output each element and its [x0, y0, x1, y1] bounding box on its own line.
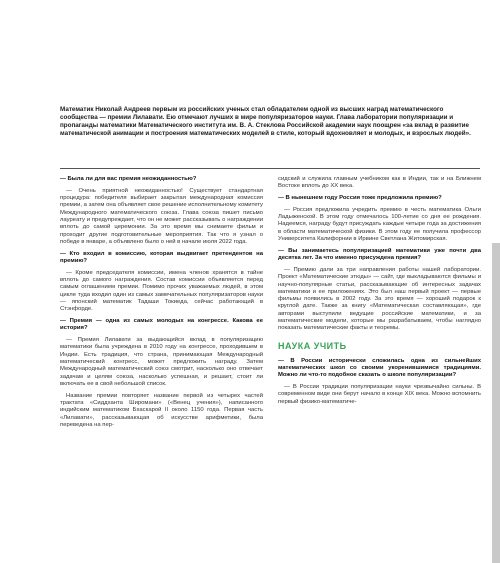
answer-continued: сидский и служила главным учебником как в Индии, так и на Ближнем Востоке вплоть до XX века.: [278, 176, 481, 190]
answer: — Премию дали за три направления работы нашей лаборатории. Проект «Математические этюды» — сайт, где выкладываются фильмы и научно-популярные статьи, рассказывающие об интересных задачах математики и ее приложениях. Это был наш первый проект — первые фильмы появились в 2002 году. За это время — хороший подарок к круглой дате. Также за книгу «Математическая составляющая», где авторами выступили ведущие российские математики, и за математические модели, которые мы разрабатываем, чтобы наглядно показать математические факты и теоремы.: [278, 266, 481, 332]
left-column: [60, 176, 263, 434]
right-column: [278, 176, 481, 410]
side-band: [492, 243, 500, 563]
answer: — Премия Лилавати за выдающийся вклад в популяризацию математики была учреждена в 2010 году на конгрессе, проходившем в Индии. Есть традиция, что страна, принимающая Международный математический конгресс, может предложить награду. Затем Международный математический союз смотрит, насколько оно отвечает задачам и целям союза, насколько успешная, и решает, стоит ли включать ее в свой небольшой список.: [60, 337, 263, 387]
section-title: НАУКА УЧИТЬ: [278, 340, 347, 351]
photo-area: [0, 0, 500, 100]
question: — В России исторически сложилась одна из сильнейших математических школ со своими укоренившимися традициями. Можно ли что-то подобное сказать о школе популяризации?: [278, 357, 481, 379]
question: — Была ли для вас премия неожиданностью?: [60, 176, 197, 182]
lead-paragraph: Математик Николай Андреев первым из российских ученых стал обладателем одной из высших наград математического сообщества — премии Лилавати. Ею отмечают лучших в мире популяризаторов науки. Глава лаборатории популяризации и пропаганды математики Математического института им. В. А. Стеклова Российской академии наук поощрен «за вклад в развитие математической анимации и построения математических моделей в стиле, который вдохновляет и молодых, и взрослых людей».: [60, 106, 471, 138]
answer: — Очень приятной неожиданностью! Существует стандартная процедура: победителя выбирает закрытая международная комиссия премии, а затем она объявляет свое решение исполнительному комитету Международного математического союза. Глава союза пишет письмо лауреату и предупреждает, что он не может рассказывать о награждении вплоть до самой церемонии. За это время мы снимаете фильм и проходит другие подготовительные мероприятия. Так что я узнал о победе в январе, а объявлено было о ней в начале июля 2022 года.: [60, 187, 263, 245]
answer: — Россия предложила учредить премию в честь математика Ольги Ладыженской. В этом году отмечалось 100-летие со дня ее рождения. Надеемся, награду будут присуждать каждые четыре года за достижения в области математической физики. В этом году ее получила профессор Университета Калифорнии в Ирвине Светлана Житомирская.: [278, 206, 481, 243]
divider-rule: [60, 168, 480, 169]
question: — Вы занимаетесь популяризацией математики уже почти два десятка лет. За что именно присуждена премия?: [278, 247, 481, 262]
answer: — В России традиции популяризации науки чрезвычайно сильны. В современном виде они берут начало в конце XIX века. Можно вспомнить первый физико-математиче-: [278, 384, 481, 405]
answer: — Кроме председателя комиссии, имена членов хранятся в тайне вплоть до самого награждения. Состав комиссии объявляется перед самым оглашением премии. Помимо прочих уважаемых людей, в этом цикле туда входил один из самых замечательных популяризаторов науки — японский математик Тадаши Токиеда, сейчас работающий в Стэнфорде.: [60, 269, 263, 313]
answer: Название премии повторяет название первой из четырех частей трактата «Сиддханта Широмани» («Венец учения»), написанного индийским математиком Бхаскарой II около 1150 года. Первая часть «Лилавати», рассказывающая об искусстве арифметики, была переведена на пер-: [60, 392, 263, 428]
question: — Кто входил в комиссию, которая выдвигает претендентов на премию?: [60, 250, 263, 264]
question: — Премия — одна из самых молодых на конгрессе. Какова ее история?: [60, 318, 263, 332]
question: — В нынешнем году Россия тоже предложила премию?: [278, 195, 442, 202]
